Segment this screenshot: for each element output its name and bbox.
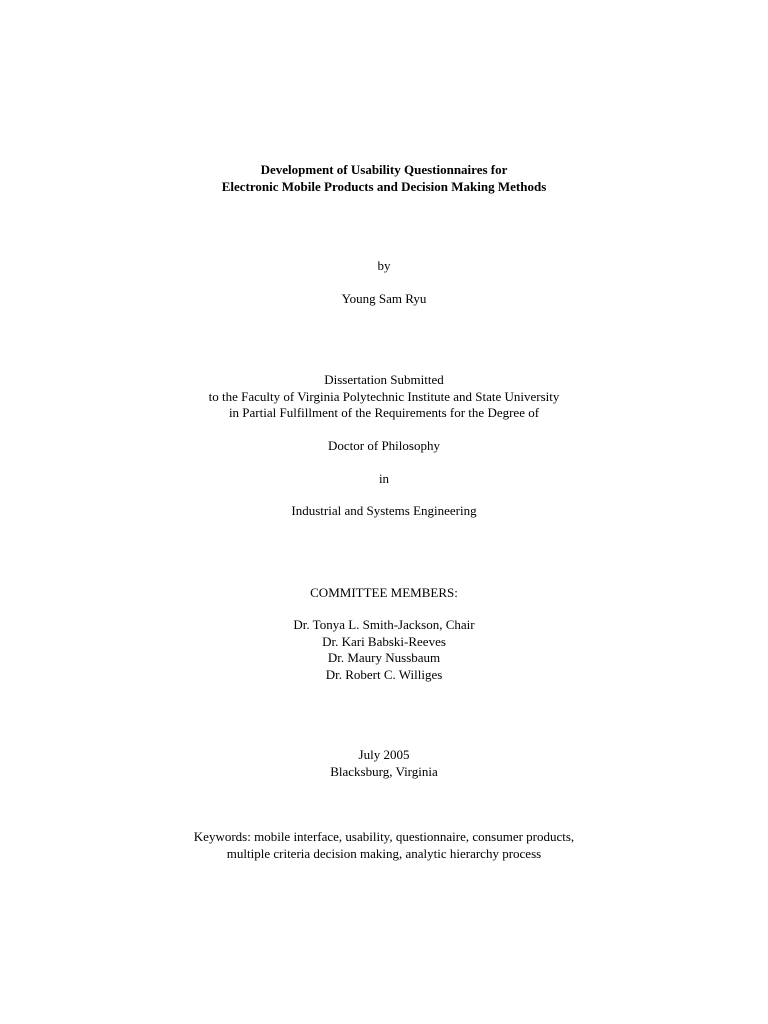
committee-member: Dr. Maury Nussbaum	[327, 650, 441, 665]
submission-line-1: Dissertation Submitted	[324, 372, 444, 387]
keywords-line-2: multiple criteria decision making, analytic hierarchy process	[226, 845, 542, 861]
in-label: in	[378, 471, 390, 486]
committee-heading: COMMITTEE MEMBERS:	[310, 585, 458, 600]
submission-location: Blacksburg, Virginia	[330, 763, 438, 779]
keywords-line-1: Keywords: mobile interface, usability, questionnaire, consumer products,	[193, 829, 575, 844]
submission-date: July 2005	[358, 747, 410, 762]
in-label-block	[0, 471, 768, 488]
committee-member: Dr. Robert C. Williges	[325, 666, 443, 682]
dissertation-title	[0, 162, 768, 195]
degree-block	[0, 438, 768, 455]
by-label: by	[377, 258, 391, 273]
committee-member-list	[0, 617, 768, 683]
committee-heading-block	[0, 585, 768, 602]
submission-line-2: to the Faculty of Virginia Polytechnic Institute and State University	[208, 388, 560, 404]
degree-name: Doctor of Philosophy	[328, 438, 440, 453]
author-block	[0, 291, 768, 308]
title-line-2: Electronic Mobile Products and Decision Making Methods	[221, 178, 547, 194]
keywords-block	[0, 829, 768, 862]
by-label-block	[0, 258, 768, 275]
submission-line-3: in Partial Fulfillment of the Requirements for the Degree of	[228, 405, 540, 420]
committee-member: Dr. Tonya L. Smith-Jackson, Chair	[293, 617, 475, 632]
date-location-block	[0, 747, 768, 780]
author-name: Young Sam Ryu	[341, 291, 427, 306]
title-line-1: Development of Usability Questionnaires for	[260, 162, 508, 177]
submission-statement	[0, 372, 768, 422]
field-of-study: Industrial and Systems Engineering	[291, 503, 477, 518]
field-block	[0, 503, 768, 520]
committee-member: Dr. Kari Babski-Reeves	[322, 633, 446, 649]
